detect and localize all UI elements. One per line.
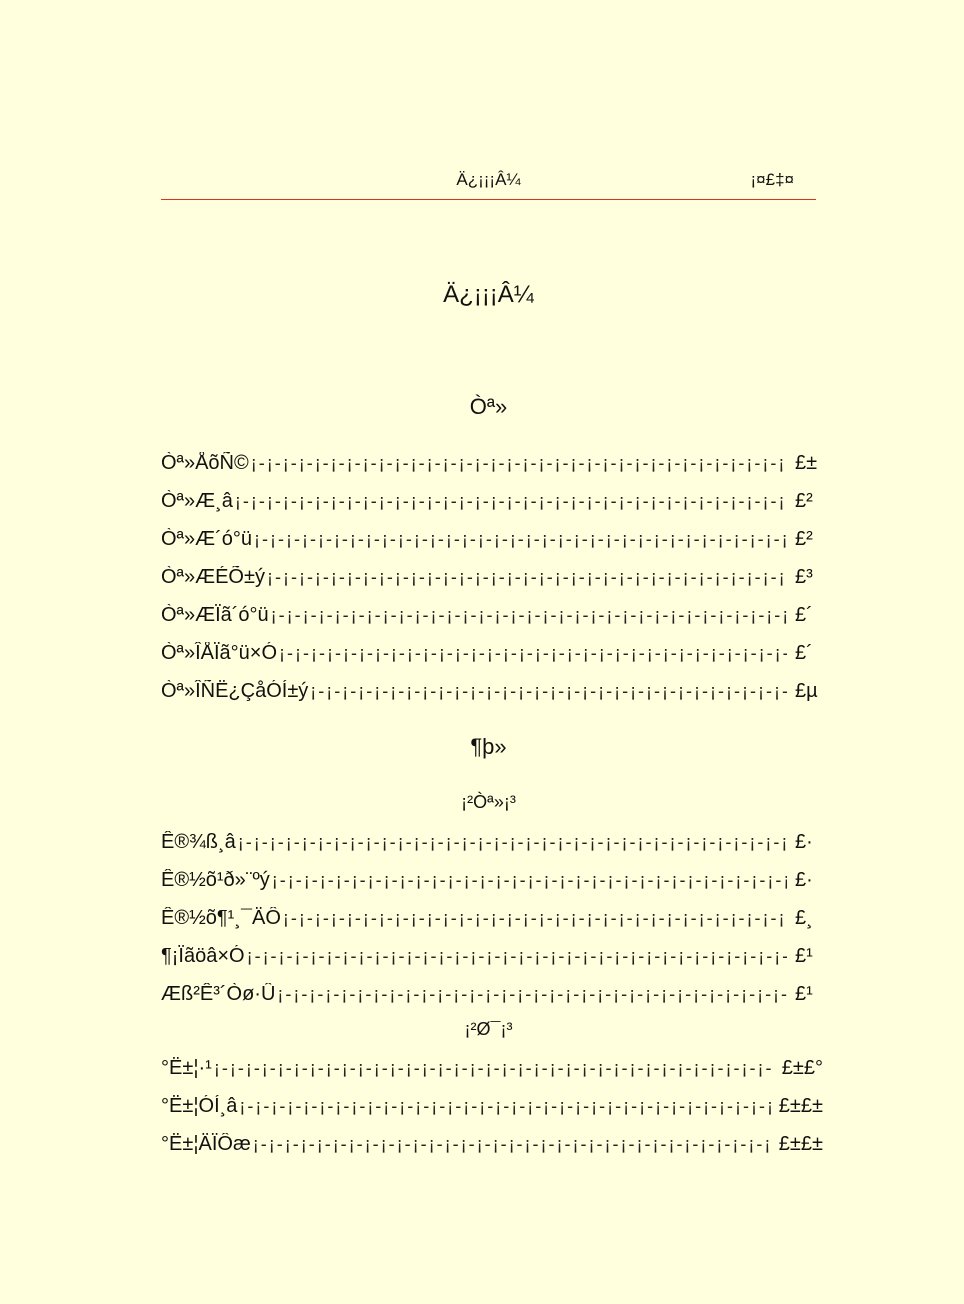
toc-entry-page: £¸ bbox=[795, 907, 813, 929]
toc-dot-leader bbox=[239, 1096, 770, 1117]
toc-entry-label: Òª»ÅõÑ© bbox=[161, 452, 249, 474]
toc-entry-label: Òª»Æ¸â bbox=[161, 490, 233, 512]
section-heading: Òª» bbox=[469, 394, 508, 419]
toc-dot-leader bbox=[235, 491, 787, 512]
toc-entry[interactable] bbox=[161, 604, 823, 630]
toc-entry-page: £´ bbox=[795, 604, 813, 626]
toc-entry-label: Òª»ÎÅÏã°ü×Ó bbox=[161, 642, 278, 664]
toc-entry[interactable] bbox=[161, 1133, 823, 1159]
toc-entry-label: Òª»ÎÑË¿ÇåÓÍ±ý bbox=[161, 680, 309, 702]
subsection-heading: ¡²Ø¯¡³ bbox=[464, 1019, 513, 1039]
toc-entry-label: Òª»ÆÏã´ó°ü bbox=[161, 604, 269, 626]
toc-entry[interactable] bbox=[161, 831, 823, 857]
toc-entry-page: £µ bbox=[795, 680, 818, 702]
toc-entry-label: Òª»ÆÉÕ±ý bbox=[161, 566, 265, 588]
toc-dot-leader bbox=[277, 984, 787, 1005]
toc-dot-leader bbox=[279, 643, 787, 664]
toc-entry[interactable] bbox=[161, 490, 823, 516]
toc-entry-label: Òª»Æ´ó°ü bbox=[161, 528, 252, 550]
toc-dot-leader bbox=[253, 1134, 771, 1155]
toc-entry-label: Ê®½õ¶¹¸¯ÄÔ bbox=[161, 907, 281, 929]
toc-dot-leader bbox=[238, 832, 787, 853]
toc-entry-page: £² bbox=[795, 528, 813, 550]
toc-entry-label: Ê®¾ß¸â bbox=[161, 831, 236, 853]
toc-dot-leader bbox=[272, 870, 787, 891]
toc-entry[interactable] bbox=[161, 1057, 823, 1083]
toc-dot-leader bbox=[251, 453, 787, 474]
toc-entry[interactable] bbox=[161, 452, 823, 478]
toc-entry[interactable] bbox=[161, 945, 823, 971]
toc-dot-leader bbox=[214, 1058, 774, 1079]
toc-entry-page: £±£° bbox=[781, 1057, 823, 1079]
toc-entry-label: °Ë±¦·¹ bbox=[161, 1057, 212, 1079]
toc-entry[interactable] bbox=[161, 907, 823, 933]
toc-entry-page: £³ bbox=[795, 566, 813, 588]
toc-entry-page: £´ bbox=[795, 642, 813, 664]
toc-entry-page: £· bbox=[795, 869, 813, 891]
toc-entry[interactable] bbox=[161, 1095, 823, 1121]
toc-entry-page: £±£± bbox=[778, 1095, 823, 1117]
toc-entry[interactable] bbox=[161, 566, 823, 592]
toc-entry-label: °Ë±¦ÓÍ¸â bbox=[161, 1095, 238, 1117]
toc-entry[interactable] bbox=[161, 642, 823, 668]
toc-entry-page: £² bbox=[795, 490, 813, 512]
running-header bbox=[161, 166, 816, 200]
toc-dot-leader bbox=[310, 681, 787, 702]
subsection-heading: ¡²Òª»¡³ bbox=[461, 792, 516, 812]
toc-entry-page: £· bbox=[795, 831, 813, 853]
toc-entry-page: £¹ bbox=[795, 945, 813, 967]
toc-entry-page: £± bbox=[795, 452, 818, 474]
toc-entry[interactable] bbox=[161, 680, 823, 706]
toc-entry-label: °Ë±¦ÄÏÔæ bbox=[161, 1133, 251, 1155]
toc-dot-leader bbox=[254, 529, 787, 550]
toc-dot-leader bbox=[283, 908, 787, 929]
toc-dot-leader bbox=[267, 567, 787, 588]
section-heading: ¶þ» bbox=[470, 734, 507, 759]
page-title: Ä¿¡¡¡Â¼ bbox=[443, 281, 534, 308]
toc-entry-label: Æß²Ê³´Òø·Û bbox=[161, 983, 276, 1005]
toc-entry[interactable] bbox=[161, 528, 823, 554]
toc-dot-leader bbox=[271, 605, 787, 626]
toc-entry-page: £¹ bbox=[795, 983, 813, 1005]
header-page-number: ¡¤£‡¤ bbox=[750, 170, 794, 189]
toc-entry-label: Ê®½õ¹ð»¨ºý bbox=[161, 869, 270, 891]
toc-entry[interactable] bbox=[161, 869, 823, 895]
toc-entry-label: ¶¡Ïãöâ×Ó bbox=[161, 945, 245, 967]
toc-entry[interactable] bbox=[161, 983, 823, 1009]
toc-dot-leader bbox=[247, 946, 787, 967]
header-title: Ä¿¡¡¡Â¼ bbox=[456, 170, 521, 189]
toc-entry-page: £±£± bbox=[778, 1133, 823, 1155]
